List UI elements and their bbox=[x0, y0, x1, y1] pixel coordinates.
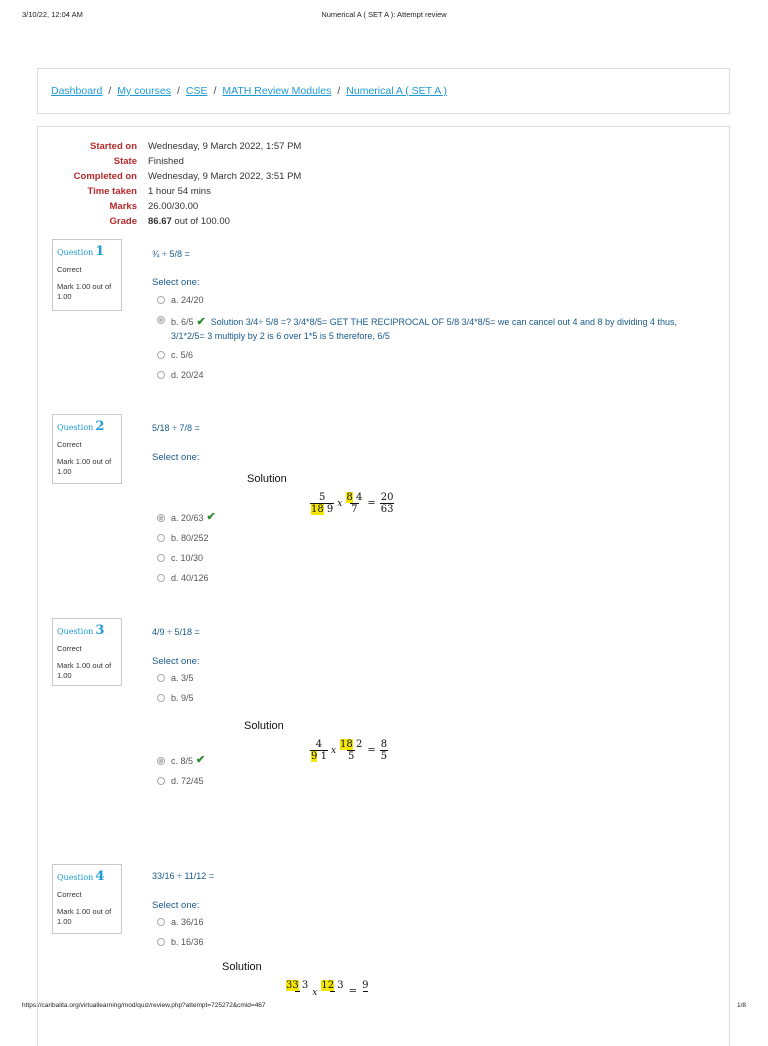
numerator: 20 bbox=[380, 492, 394, 503]
radio-button[interactable] bbox=[157, 777, 165, 785]
solution-equation bbox=[309, 739, 389, 762]
reduced-value: 9 bbox=[326, 504, 334, 515]
question-number: 4 bbox=[95, 869, 105, 884]
radio-button[interactable] bbox=[157, 371, 165, 379]
question-info-3 bbox=[52, 618, 122, 686]
breadcrumb-math-review-modules[interactable]: MATH Review Modules bbox=[222, 85, 332, 97]
select-one-label: Select one: bbox=[152, 452, 200, 463]
reduced-value: 4 bbox=[355, 492, 363, 503]
highlighted-value: 18 bbox=[340, 739, 353, 750]
fraction bbox=[320, 980, 344, 999]
print-datetime: 3/10/22, 12:04 AM bbox=[22, 10, 83, 19]
numerator bbox=[345, 492, 363, 503]
grade-value bbox=[148, 216, 230, 231]
reduced-value: 2 bbox=[355, 739, 363, 750]
answer-option[interactable] bbox=[157, 295, 204, 305]
highlighted-value: 33 bbox=[286, 980, 299, 991]
fraction bbox=[380, 492, 395, 515]
radio-button-selected[interactable] bbox=[157, 757, 165, 765]
denominator: 63 bbox=[380, 504, 394, 515]
radio-button-selected[interactable] bbox=[157, 514, 165, 522]
question-number: 1 bbox=[95, 244, 105, 259]
reduced-value: 3 bbox=[301, 980, 309, 991]
option-label: c. 10/30 bbox=[171, 553, 204, 563]
numerator: 4 bbox=[315, 739, 323, 750]
option-label: b. 6/5 bbox=[171, 317, 194, 327]
denominator: 5 bbox=[380, 751, 388, 762]
fraction bbox=[285, 980, 309, 999]
multiply-sign: x bbox=[337, 498, 343, 509]
question-state: Correct bbox=[57, 644, 82, 653]
option-label: b. 80/252 bbox=[171, 533, 209, 543]
reduced-value: 1 bbox=[320, 751, 327, 762]
breadcrumb-numerical-a[interactable]: Numerical A ( SET A ) bbox=[346, 85, 448, 97]
question-text-4: 33/16 ÷ 11/12 = bbox=[152, 871, 215, 881]
answer-option[interactable] bbox=[157, 350, 193, 360]
solution-equation bbox=[309, 492, 395, 515]
highlighted-value: 12 bbox=[321, 980, 335, 991]
option-label: d. 72/45 bbox=[171, 776, 204, 786]
option-label: a. 20/63 bbox=[171, 513, 204, 523]
question-mark: Mark 1.00 out of 1.00 bbox=[57, 661, 112, 680]
solution-equation bbox=[284, 980, 370, 999]
question-state: Correct bbox=[57, 265, 82, 274]
numerator: 9 bbox=[362, 980, 369, 991]
answer-option[interactable] bbox=[157, 533, 209, 543]
question-info-4 bbox=[52, 864, 122, 934]
equals-sign: = bbox=[367, 498, 376, 509]
correct-check-icon: ✔ bbox=[196, 316, 206, 328]
answer-option-selected[interactable] bbox=[157, 756, 205, 766]
reduced-value: 3 bbox=[337, 980, 344, 991]
question-text-1: ¾ ÷ 5/8 = bbox=[152, 249, 190, 259]
radio-button[interactable] bbox=[157, 534, 165, 542]
denominator bbox=[363, 991, 368, 999]
fraction bbox=[310, 492, 334, 515]
option-label: a. 24/20 bbox=[171, 295, 204, 305]
denominator bbox=[310, 503, 334, 515]
select-one-label: Select one: bbox=[152, 277, 200, 288]
radio-button[interactable] bbox=[157, 574, 165, 582]
radio-button-selected[interactable] bbox=[157, 316, 165, 324]
select-one-label: Select one: bbox=[152, 900, 200, 911]
started-label: Started on bbox=[90, 141, 137, 152]
fraction bbox=[339, 739, 363, 762]
select-one-label: Select one: bbox=[152, 656, 200, 667]
completed-value: Wednesday, 9 March 2022, 3:51 PM bbox=[148, 171, 302, 182]
breadcrumb: Dashboard / My courses / CSE / MATH Review Modules / Numerical A ( SET A ) bbox=[51, 85, 448, 97]
equals-sign: = bbox=[348, 986, 358, 997]
option-label: d. 20/24 bbox=[171, 370, 204, 380]
solution-title: Solution bbox=[244, 720, 284, 732]
numerator bbox=[339, 739, 363, 750]
breadcrumb-my-courses[interactable]: My courses bbox=[117, 85, 171, 97]
radio-button[interactable] bbox=[157, 938, 165, 946]
answer-option[interactable] bbox=[157, 573, 209, 583]
question-mark: Mark 1.00 out of 1.00 bbox=[57, 282, 112, 301]
denominator bbox=[310, 750, 328, 762]
started-value: Wednesday, 9 March 2022, 1:57 PM bbox=[148, 141, 302, 152]
fraction bbox=[380, 739, 388, 762]
option-label: d. 40/126 bbox=[171, 573, 209, 583]
answer-explanation: Solution 3/4÷ 5/8 =? 3/4*8/5= GET THE RECIPROCAL OF 5/8 3/4*8/5= we can cancel out 4 and 8 by dividing 4 thus, 3/1*2/5= 3 multiply by 2 is 6 over 1*5 is 5 therefore, 6/5 bbox=[171, 317, 678, 341]
solution-title: Solution bbox=[222, 961, 262, 973]
denominator bbox=[330, 991, 335, 999]
question-state: Correct bbox=[57, 440, 82, 449]
breadcrumb-dashboard[interactable]: Dashboard bbox=[51, 85, 103, 97]
answer-option[interactable] bbox=[157, 917, 204, 927]
print-page-number: 1/8 bbox=[736, 1002, 746, 1009]
option-label: b. 16/36 bbox=[171, 937, 204, 947]
answer-option-selected[interactable] bbox=[157, 315, 697, 343]
question-word: Question bbox=[57, 627, 94, 636]
option-label: c. 8/5 bbox=[171, 756, 194, 766]
multiply-sign: x bbox=[312, 988, 318, 998]
correct-check-icon: ✔ bbox=[196, 754, 206, 766]
answer-option[interactable] bbox=[157, 553, 203, 563]
answer-option[interactable] bbox=[157, 693, 194, 703]
marks-label: Marks bbox=[109, 201, 137, 212]
option-content bbox=[171, 315, 697, 343]
correct-check-icon: ✔ bbox=[206, 511, 216, 523]
fraction bbox=[310, 739, 328, 762]
attempt-summary bbox=[40, 141, 301, 231]
numerator bbox=[285, 980, 309, 991]
state-label: State bbox=[113, 156, 137, 167]
answer-option[interactable] bbox=[157, 937, 204, 947]
solution-title: Solution bbox=[247, 473, 287, 485]
time-label: Time taken bbox=[87, 186, 137, 197]
multiply-sign: x bbox=[330, 745, 337, 756]
print-url: https://caribalita.org/virtuallearning/mod/quiz/review.php?attempt=725272&cmid=467 bbox=[22, 1002, 266, 1009]
question-text-3: 4/9 ÷ 5/18 = bbox=[152, 627, 200, 637]
radio-button[interactable] bbox=[157, 296, 165, 304]
denominator bbox=[295, 991, 300, 999]
numerator bbox=[320, 980, 344, 991]
option-label: c. 5/6 bbox=[171, 350, 194, 360]
marks-value: 26.00/30.00 bbox=[148, 201, 199, 212]
question-mark: Mark 1.00 out of 1.00 bbox=[57, 907, 112, 926]
grade-label: Grade bbox=[109, 216, 137, 227]
answer-option-selected[interactable] bbox=[157, 513, 216, 523]
highlighted-value: 9 bbox=[311, 751, 318, 762]
question-number: 2 bbox=[95, 419, 105, 434]
radio-button[interactable] bbox=[157, 694, 165, 702]
completed-label: Completed on bbox=[73, 171, 137, 182]
answer-option[interactable] bbox=[157, 776, 204, 786]
option-label: b. 9/5 bbox=[171, 693, 194, 703]
equals-sign: = bbox=[367, 745, 376, 756]
radio-button[interactable] bbox=[157, 918, 165, 926]
breadcrumb-cse[interactable]: CSE bbox=[185, 85, 208, 97]
state-value: Finished bbox=[148, 156, 184, 167]
time-value: 1 hour 54 mins bbox=[148, 186, 211, 197]
denominator: 7 bbox=[351, 504, 358, 515]
option-label: a. 36/16 bbox=[171, 917, 204, 927]
answer-option[interactable] bbox=[157, 673, 194, 683]
attempt-review-panel bbox=[37, 126, 730, 1046]
fraction bbox=[345, 492, 363, 515]
highlighted-value: 18 bbox=[311, 504, 324, 515]
radio-button[interactable] bbox=[157, 674, 165, 682]
breadcrumb-panel bbox=[37, 68, 730, 114]
denominator: 5 bbox=[347, 751, 355, 762]
question-state: Correct bbox=[57, 890, 82, 899]
numerator: 8 bbox=[380, 739, 388, 750]
grade-outof: out of 100.00 bbox=[171, 216, 230, 227]
fraction bbox=[361, 980, 369, 999]
highlighted-value: 8 bbox=[346, 492, 353, 503]
question-info-1 bbox=[52, 239, 122, 311]
grade-score: 86.67 bbox=[148, 216, 172, 227]
numerator: 5 bbox=[318, 492, 326, 503]
question-number: 3 bbox=[95, 623, 105, 638]
question-word: Question bbox=[57, 873, 94, 882]
question-info-2 bbox=[52, 414, 122, 484]
print-page-title: Numerical A ( SET A ): Attempt review bbox=[321, 10, 447, 19]
question-text-2: 5/18 ÷ 7/8 = bbox=[152, 423, 200, 433]
answer-option[interactable] bbox=[157, 370, 204, 380]
question-word: Question bbox=[57, 248, 94, 257]
question-word: Question bbox=[57, 423, 94, 432]
radio-button[interactable] bbox=[157, 554, 165, 562]
question-mark: Mark 1.00 out of 1.00 bbox=[57, 457, 112, 476]
radio-button[interactable] bbox=[157, 351, 165, 359]
option-label: a. 3/5 bbox=[171, 673, 194, 683]
